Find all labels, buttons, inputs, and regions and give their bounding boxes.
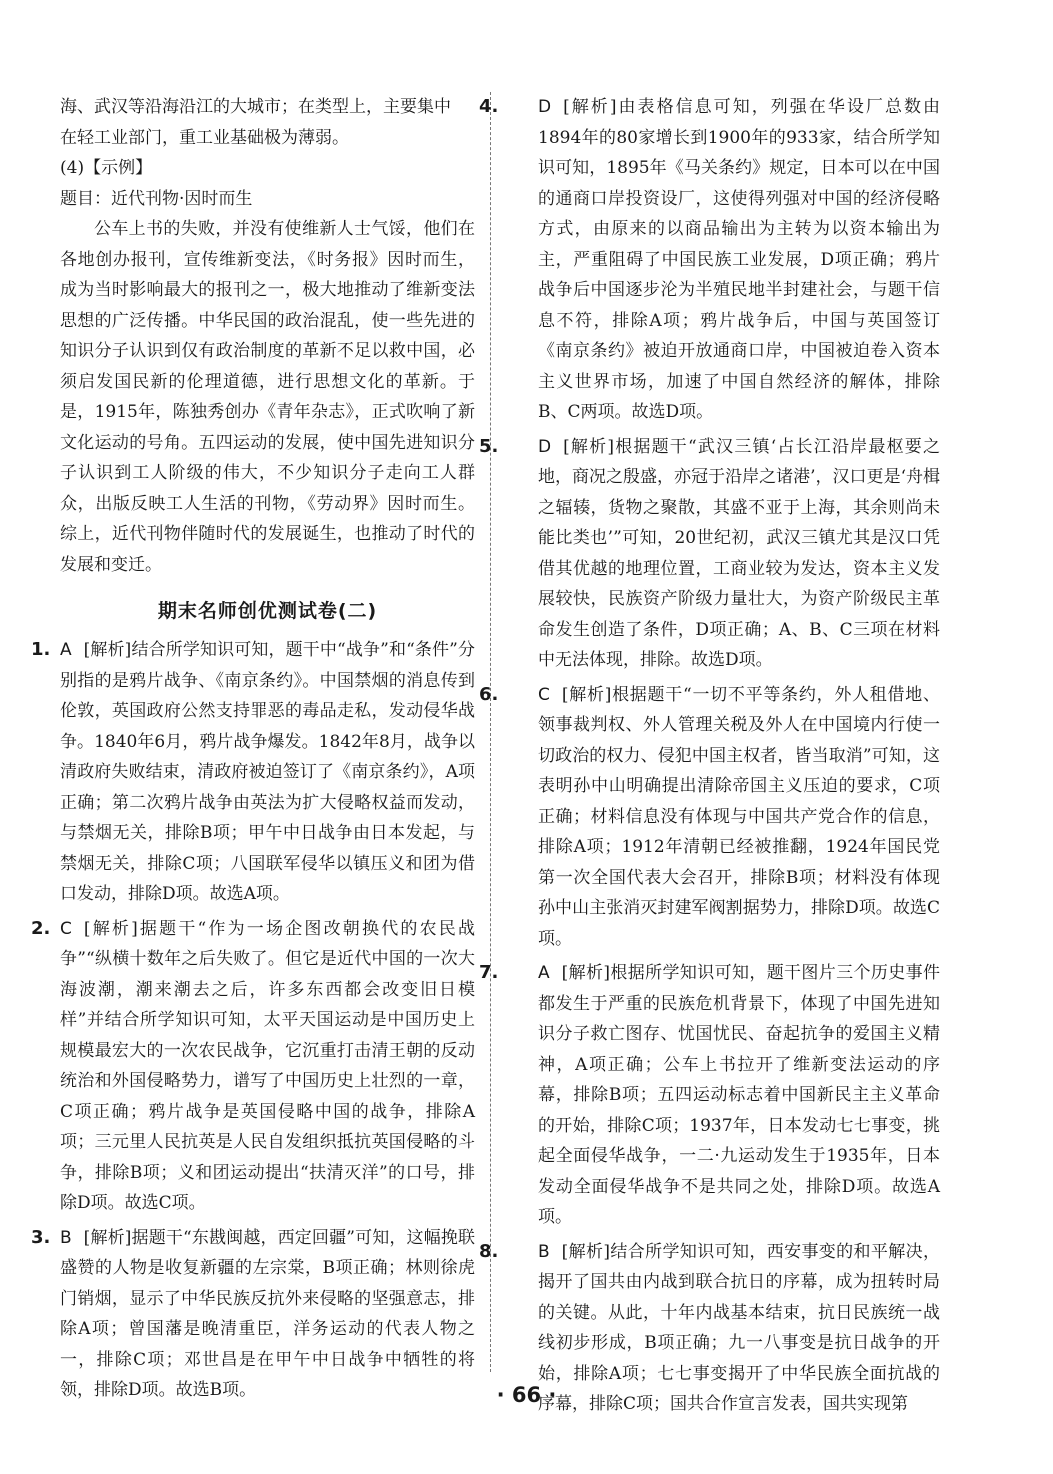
item-text: 结合所学知识可知，题干中“战争”和“条件”分别指的是鸦片战争、《南京条约》。中国禁烟的消息传到伦敦，英国政府公然支持罪恶的毒品走私，发动侵华战争。1840年6月，鸦片战争爆发。1842年8月，战争以清政府失败结束，清政府被迫签订了《南京条约》，A项正确；第二次鸦片战争由英法为扩大侵略权益而发动，与禁烟无关，排除B项；甲午中日战争由日本发起，与禁烟无关，排除C项；八国联军侵华以镇压义和团为借口发动，排除D项。故选A项。 — [60, 640, 476, 904]
analysis-tag: [解析] — [561, 684, 612, 705]
column-divider — [490, 92, 491, 1372]
analysis-tag: [解析] — [83, 918, 138, 939]
left-column — [31, 92, 476, 1410]
answer-item-2 — [31, 914, 475, 1219]
item-text: 据题干“作为一场企图改朝换代的农民战争”“纵横十数年之后失败了。但它是近代中国的一次大海波潮，潮来潮去之后，许多东西都会改变旧日模样”并结合所学知识可知，太平天国运动是中国历史上规模最宏大的一次农民战争，它沉重打击清王朝的反动统治和外国侵略势力，谱写了中国历史上壮烈的一章，C项正确；鸦片战争是英国侵略中国的战争，排除A项；三元里人民抗英是人民自发组织抵抗英国侵略的斗争，排除B项；义和团运动提出“扶清灭洋”的口号，排除D项。故选C项。 — [60, 918, 475, 1213]
item-number: 6. — [479, 683, 499, 705]
item-number: 3. — [31, 1226, 51, 1248]
item-answer: B — [60, 1227, 72, 1248]
answer-item-5 — [479, 432, 940, 676]
item-number: 8. — [479, 1240, 499, 1262]
item-answer: C — [538, 684, 550, 705]
item-answer: D — [538, 436, 552, 457]
item-text: 根据所学知识可知，题干图片三个历史事件都发生于严重的民族危机背景下，体现了中国先进知识分子救亡图存、忧国忧民、奋起抗争的爱国主义精神，A项正确；公车上书拉开了维新变法运动的序幕，排除B项；五四运动标志着中国新民主主义革命的开始，排除C项；1937年，日本发动七七事变，挑起全面侵华战争，一二·九运动发生于1935年，日本发动全面侵华战争不是共同之处，排除D项。故选A项。 — [538, 963, 941, 1227]
intro-line-2: 在轻工业部门，重工业基础极为薄弱。 — [60, 127, 349, 148]
answer-item-1 — [31, 635, 476, 910]
item-text: 由表格信息可知，列强在华设厂总数由1894年的80家增长到1900年的933家，结合所学知识可知，1895年《马关条约》规定，日本可以在中国的通商口岸投资设厂，这使得列强对中国的经济侵略方式，由原来的以商品输出为主转为以资本输出为主，严重阻碍了中国民族工业发展，D项正确；鸦片战争后中国逐步沦为半殖民地半封建社会，与题干信息不符，排除A项；鸦片战争后，中国与英国签订《南京条约》被迫开放通商口岸，中国被迫卷入资本主义世界市场，加速了中国自然经济的解体，排除B、C两项。故选D项。 — [538, 97, 941, 422]
item-text: 结合所学知识可知，西安事变的和平解决，揭开了国共由内战到联合抗日的序幕，成为扭转时局的关键。从此，十年内战基本结束，抗日民族统一战线初步形成，B项正确；九一八事变是抗日战争的开始，排除A项；七七事变揭开了中华民族全面抗战的序幕，排除C项；国共合作宣言发表，国共实现第 — [538, 1241, 941, 1414]
analysis-tag: [解析] — [83, 1227, 132, 1248]
item-answer: A — [60, 640, 72, 660]
item-number: 7. — [479, 962, 499, 983]
essay-paragraph: 公车上书的失败，并没有使维新人士气馁，他们在各地创办报刊，宣传维新变法，《时务报》因时而生，成为当时影响最大的报刊之一，极大地推动了维新变法思想的广泛传播。中华民国的政治混乱，使一些先进的知识分子认识到仅有政治制度的革新不足以救中国，必须启发国民新的伦理道德，进行思想文化的革新。于是，1915年，陈独秀创办《青年杂志》，正式吹响了新文化运动的号角。五四运动的发展，使中国先进知识分子认识到工人阶级的伟大，不少知识分子走向工人群众，出版反映工人生活的刊物，《劳动界》因时而生。综上，近代刊物伴随时代的发展诞生，也推动了时代的发展和变迁。 — [60, 219, 475, 575]
section-title: 期末名师创优测试卷(二) — [157, 600, 378, 622]
intro-line-1: 海、武汉等沿海沿江的大城市；在类型上，主要集中 — [60, 97, 451, 117]
topic-line: 题目：近代刊物·因时而生 — [60, 188, 253, 209]
answer-item-4 — [479, 92, 941, 428]
answer-item-7 — [479, 958, 941, 1233]
right-column — [479, 92, 941, 1424]
item-number: 5. — [479, 435, 499, 457]
item-text: 根据题干“武汉三镇‘占长江沿岸最枢要之地，商况之殷盛，亦冠于沿岸之诸港’，汉口更是‘舟楫之辐辏，货物之聚散，其盛不亚于上海，其余则尚未能比类也’”可知，20世纪初，武汉三镇尤其是汉口凭借其优越的地理位置，工商业较为发达，资本主义发展较快，民族资产阶级力量壮大，为资产阶级民主革命发生创造了条件，D项正确；A、B、C三项在材料中无法体现，排除。故选D项。 — [538, 436, 940, 670]
item-text: 据题干“东戡闽越，西定回疆”可知，这幅挽联盛赞的人物是收复新疆的左宗棠，B项正确；林则徐虎门销烟，显示了中华民族反抗外来侵略的坚强意志，排除A项；曾国藩是晚清重臣，洋务运动的代表人物之一，排除C项；邓世昌是在甲午中日战争中牺牲的将领，排除D项。故选B项。 — [60, 1227, 476, 1400]
answer-item-3 — [31, 1223, 476, 1406]
analysis-tag: [解析] — [561, 1241, 611, 1262]
item-answer: C — [60, 918, 72, 939]
item-answer: B — [538, 1241, 550, 1262]
item-number: 4. — [479, 96, 499, 117]
item-number: 2. — [31, 917, 51, 939]
page-number: · 66 · — [496, 1383, 557, 1407]
analysis-tag: [解析] — [563, 97, 617, 117]
item-number: 1. — [31, 639, 51, 660]
analysis-tag: [解析] — [563, 436, 614, 457]
answer-item-6 — [479, 680, 940, 955]
analysis-tag: [解析] — [561, 963, 611, 983]
item-text: 根据题干“一切不平等条约，外人租借地、领事裁判权、外人管理关税及外人在中国境内行使一切政治的权力、侵犯中国主权者，皆当取消”可知，这表明孙中山明确提出清除帝国主义压迫的要求，C项正确；材料信息没有体现与中国共产党合作的信息，排除A项；1912年清朝已经被推翻，1924年国民党第一次全国代表大会召开，排除B项；材料没有体现孙中山主张消灭封建军阀割据势力，排除D项。故选C项。 — [538, 684, 940, 949]
example-label: (4)【示例】 — [60, 158, 153, 178]
analysis-tag: [解析] — [83, 640, 132, 660]
item-answer: A — [538, 963, 550, 983]
item-answer: D — [538, 97, 552, 117]
